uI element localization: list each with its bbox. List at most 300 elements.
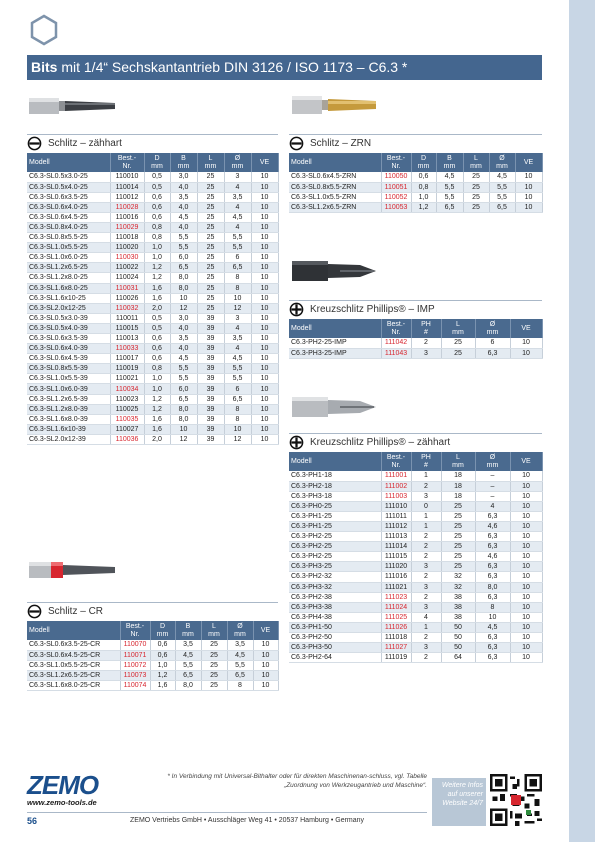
table-row[interactable] (27, 212, 278, 222)
table-row[interactable] (289, 582, 542, 592)
order-number-cell[interactable]: 110019 (110, 364, 144, 374)
value-cell: 25 (463, 192, 489, 202)
value-cell: 25 (197, 202, 224, 212)
value-cell: 4,5 (170, 212, 197, 222)
value-cell: 10 (515, 182, 542, 192)
order-number-cell[interactable]: 111027 (381, 643, 411, 653)
table-row[interactable] (27, 394, 278, 404)
value-cell: 3,0 (170, 313, 197, 323)
title-bold: Bits (31, 59, 58, 75)
order-number-cell[interactable]: 110027 (110, 424, 144, 434)
value-cell: 1,2 (150, 670, 175, 680)
table-slot-cr (27, 621, 279, 691)
order-number-cell[interactable]: 111042 (381, 338, 411, 348)
order-number-cell[interactable]: 110018 (110, 233, 144, 243)
order-number-cell[interactable]: 110030 (110, 253, 144, 263)
table-row[interactable] (27, 354, 278, 364)
value-cell: 10 (515, 192, 542, 202)
order-number-cell[interactable]: 110031 (110, 283, 144, 293)
value-cell: 10 (510, 592, 542, 602)
table-row[interactable] (27, 384, 278, 394)
order-number-cell[interactable]: 110023 (110, 394, 144, 404)
table-row[interactable] (27, 263, 278, 273)
order-number-cell[interactable]: 110025 (110, 404, 144, 414)
value-cell: 5,5 (170, 243, 197, 253)
column-header: D mm (144, 153, 170, 172)
value-cell: 0,5 (144, 172, 170, 182)
order-number-cell[interactable]: 110053 (381, 202, 411, 212)
value-cell: 10 (251, 283, 278, 293)
value-cell: 32 (441, 582, 475, 592)
value-cell: 6,5 (170, 394, 197, 404)
value-cell: 3 (411, 643, 441, 653)
value-cell: 4 (224, 323, 251, 333)
model-cell: C6.3-SL1.6x8.0-25 (27, 283, 110, 293)
table-row[interactable] (289, 481, 542, 491)
value-cell: 39 (197, 344, 224, 354)
table-header-row (27, 621, 278, 640)
table-row[interactable] (27, 640, 278, 650)
value-cell: 4,0 (170, 344, 197, 354)
order-number-cell[interactable]: 110036 (110, 434, 144, 444)
table-row[interactable] (27, 414, 278, 424)
order-number-cell[interactable]: 110013 (110, 334, 144, 344)
table-row[interactable] (27, 283, 278, 293)
value-cell: 6,3 (475, 348, 510, 358)
table-row[interactable] (27, 344, 278, 354)
value-cell: 3,5 (170, 192, 197, 202)
model-cell: C6.3-SL0.6x4.5-25-CR (27, 650, 120, 660)
value-cell: 8,0 (170, 283, 197, 293)
model-cell: C6.3-PH3-50 (289, 643, 381, 653)
column-header: PH # (411, 319, 441, 338)
table-row[interactable] (27, 404, 278, 414)
table-header-row (27, 153, 278, 172)
order-number-cell[interactable]: 110033 (110, 344, 144, 354)
value-cell: 10 (510, 552, 542, 562)
title-rest: mit 1/4“ Sechskantantrieb DIN 3126 / ISO 1173 – C6.3 * (57, 59, 408, 75)
column-header: L mm (201, 621, 227, 640)
value-cell: 6,3 (475, 542, 510, 552)
table-row[interactable] (27, 660, 278, 670)
model-cell: C6.3-SL0.5x3.0-39 (27, 313, 110, 323)
value-cell: 0,8 (144, 364, 170, 374)
order-number-cell[interactable]: 111015 (381, 552, 411, 562)
value-cell: 10 (251, 414, 278, 424)
value-cell: 0,6 (144, 344, 170, 354)
value-cell: 10 (510, 602, 542, 612)
order-number-cell[interactable]: 110028 (110, 202, 144, 212)
value-cell: 6,5 (175, 670, 201, 680)
model-cell: C6.3-PH2-25-IMP (289, 338, 381, 348)
value-cell: 4,5 (224, 354, 251, 364)
order-number-cell[interactable]: 110024 (110, 273, 144, 283)
value-cell: 2,0 (144, 303, 170, 313)
model-cell: C6.3-PH2-25 (289, 542, 381, 552)
table-row[interactable] (289, 562, 542, 572)
value-cell: 4,5 (224, 212, 251, 222)
value-cell: 3 (411, 491, 441, 501)
model-cell: C6.3-SL0.8x5.5-39 (27, 364, 110, 374)
value-cell: 2 (411, 481, 441, 491)
value-cell: 1,2 (144, 263, 170, 273)
slotted-screw-icon (289, 136, 304, 151)
value-cell: 10 (510, 501, 542, 511)
model-cell: C6.3-SL0.6x3.5-25 (27, 192, 110, 202)
table-row[interactable] (27, 334, 278, 344)
order-number-cell[interactable]: 111021 (381, 582, 411, 592)
order-number-cell[interactable]: 110014 (110, 182, 144, 192)
order-number-cell[interactable]: 111011 (381, 511, 411, 521)
order-number-cell[interactable]: 110010 (110, 172, 144, 182)
value-cell: 5,5 (489, 182, 515, 192)
table-row[interactable] (289, 612, 542, 622)
qr-code-icon[interactable] (490, 774, 542, 826)
value-cell: 4 (224, 222, 251, 232)
column-header: Best.- Nr. (381, 319, 411, 338)
value-cell: 1,2 (144, 404, 170, 414)
order-number-cell[interactable]: 111020 (381, 562, 411, 572)
value-cell: 39 (197, 414, 224, 424)
order-number-cell[interactable]: 110072 (120, 660, 150, 670)
model-cell: C6.3-SL1.6x10-39 (27, 424, 110, 434)
model-cell: C6.3-PH3-25 (289, 562, 381, 572)
value-cell: 25 (201, 660, 227, 670)
model-cell: C6.3-SL0.6x4.0-39 (27, 344, 110, 354)
order-number-cell[interactable]: 110011 (110, 313, 144, 323)
value-cell: 39 (197, 334, 224, 344)
order-number-cell[interactable]: 110029 (110, 222, 144, 232)
table-row[interactable] (27, 222, 278, 232)
order-number-cell[interactable]: 111023 (381, 592, 411, 602)
value-cell: 25 (201, 640, 227, 650)
logo-text: ZEMO (27, 770, 99, 800)
table-row[interactable] (27, 182, 278, 192)
model-cell: C6.3-PH2-32 (289, 572, 381, 582)
order-number-cell[interactable]: 111013 (381, 532, 411, 542)
model-cell: C6.3-PH3-25-IMP (289, 348, 381, 358)
table-row[interactable] (27, 364, 278, 374)
order-number-cell[interactable]: 110017 (110, 354, 144, 364)
model-cell: C6.3-SL0.6x4.5-39 (27, 354, 110, 364)
table-row[interactable] (289, 633, 542, 643)
table-row[interactable] (289, 192, 542, 202)
value-cell: 25 (441, 532, 475, 542)
model-cell: C6.3-SL1.0x5.5-25 (27, 243, 110, 253)
table-row[interactable] (27, 172, 278, 182)
value-cell: 25 (197, 212, 224, 222)
value-cell: 10 (251, 334, 278, 344)
table-row[interactable] (27, 192, 278, 202)
order-number-cell[interactable]: 111043 (381, 348, 411, 358)
model-cell: C6.3-SL0.5x4.0-39 (27, 323, 110, 333)
value-cell: 25 (197, 192, 224, 202)
table-row[interactable] (289, 511, 542, 521)
value-cell: 25 (441, 562, 475, 572)
value-cell: – (475, 491, 510, 501)
table-row[interactable] (27, 434, 278, 444)
table-row[interactable] (289, 552, 542, 562)
order-number-cell[interactable]: 111002 (381, 481, 411, 491)
value-cell: 6,3 (475, 511, 510, 521)
value-cell: 2 (411, 572, 441, 582)
value-cell: 5,5 (224, 374, 251, 384)
table-row[interactable] (289, 471, 542, 481)
order-number-cell[interactable]: 111026 (381, 622, 411, 632)
value-cell: 4 (224, 344, 251, 354)
table-row[interactable] (289, 532, 542, 542)
section-title-slot-tough (27, 134, 278, 152)
order-number-cell[interactable]: 111018 (381, 633, 411, 643)
model-cell: C6.3-SL1.2x8.0-25 (27, 273, 110, 283)
model-cell: C6.3-PH1-25 (289, 511, 381, 521)
value-cell: 8 (475, 602, 510, 612)
order-number-cell[interactable]: 110050 (381, 172, 411, 182)
value-cell: 1,0 (144, 243, 170, 253)
value-cell: 25 (197, 253, 224, 263)
table-row[interactable] (27, 313, 278, 323)
value-cell: 25 (197, 293, 224, 303)
model-cell: C6.3-SL2.0x12-25 (27, 303, 110, 313)
table-row[interactable] (27, 253, 278, 263)
order-number-cell[interactable]: 110026 (110, 293, 144, 303)
value-cell: 25 (197, 303, 224, 313)
slotted-bit-image (27, 92, 119, 120)
section-title: Schlitz – CR (48, 606, 104, 617)
order-number-cell[interactable]: 110073 (120, 670, 150, 680)
value-cell: 0,5 (144, 323, 170, 333)
order-number-cell[interactable]: 111012 (381, 521, 411, 531)
order-number-cell[interactable]: 110034 (110, 384, 144, 394)
value-cell: 12 (170, 434, 197, 444)
table-row[interactable] (289, 491, 542, 501)
section-title: Kreuzschlitz Phillips® – IMP (310, 304, 435, 315)
order-number-cell[interactable]: 111016 (381, 572, 411, 582)
value-cell: 25 (441, 338, 475, 348)
model-cell: C6.3-SL1.2x6.5-ZRN (289, 202, 381, 212)
value-cell: 8 (224, 273, 251, 283)
column-header: L mm (441, 452, 475, 471)
value-cell: 3 (224, 172, 251, 182)
table-row[interactable] (27, 650, 278, 660)
order-number-cell[interactable]: 111024 (381, 602, 411, 612)
value-cell: 10 (251, 182, 278, 192)
value-cell: 3 (411, 602, 441, 612)
table-row[interactable] (289, 501, 542, 511)
value-cell: 10 (475, 612, 510, 622)
value-cell: 10 (510, 653, 542, 663)
column-header: Ø mm (475, 452, 510, 471)
value-cell: 64 (441, 653, 475, 663)
value-cell: 0,6 (144, 212, 170, 222)
order-number-cell[interactable]: 110020 (110, 243, 144, 253)
footnote: * In Verbindung mit Universal-Bithalter oder für direkten Maschinenan-schluss, vgl. Tabelle „Zuordnung von Werkzeugantrieb und Maschine“. (167, 773, 427, 789)
slotted-cr-bit-image (27, 556, 119, 584)
website-url[interactable]: www.zemo-tools.de (27, 798, 97, 807)
value-cell: 10 (251, 303, 278, 313)
value-cell: 2 (411, 542, 441, 552)
table-row[interactable] (289, 643, 542, 653)
order-number-cell[interactable]: 111010 (381, 501, 411, 511)
value-cell: 5,5 (436, 192, 463, 202)
order-number-cell[interactable]: 110021 (110, 374, 144, 384)
value-cell: 2 (411, 633, 441, 643)
column-header: D mm (150, 621, 175, 640)
value-cell: 10 (251, 233, 278, 243)
value-cell: 10 (251, 253, 278, 263)
section-title-slot-zrn (289, 134, 542, 152)
section-title: Schlitz – zähhart (48, 138, 122, 149)
order-number-cell[interactable]: 110035 (110, 414, 144, 424)
table-row[interactable] (27, 374, 278, 384)
column-header: Modell (289, 319, 381, 338)
value-cell: 50 (441, 633, 475, 643)
table-row[interactable] (289, 602, 542, 612)
order-number-cell[interactable]: 110032 (110, 303, 144, 313)
value-cell: 6,3 (475, 633, 510, 643)
order-number-cell[interactable]: 110052 (381, 192, 411, 202)
value-cell: 10 (510, 582, 542, 592)
value-cell: 10 (251, 263, 278, 273)
table-row[interactable] (27, 243, 278, 253)
model-cell: C6.3-SL0.6x4.5-ZRN (289, 172, 381, 182)
value-cell: 10 (515, 172, 542, 182)
value-cell: 10 (251, 424, 278, 434)
table-row[interactable] (27, 323, 278, 333)
table-row[interactable] (27, 202, 278, 212)
value-cell: 1,2 (144, 394, 170, 404)
table-slot-zrn (289, 153, 543, 213)
value-cell: 25 (201, 680, 227, 690)
value-cell: 4,5 (170, 354, 197, 364)
table-row[interactable] (27, 680, 278, 690)
table-row[interactable] (27, 424, 278, 434)
value-cell: 4,0 (170, 222, 197, 232)
value-cell: 0,6 (411, 172, 436, 182)
phillips-bit-image (290, 392, 380, 422)
value-cell: 10 (251, 313, 278, 323)
column-header: VE (515, 153, 542, 172)
order-number-cell[interactable]: 111014 (381, 542, 411, 552)
value-cell: 25 (441, 348, 475, 358)
table-row[interactable] (289, 338, 542, 348)
table-header-row (289, 319, 542, 338)
column-header: Modell (27, 621, 120, 640)
table-row[interactable] (289, 202, 542, 212)
order-number-cell[interactable]: 111001 (381, 471, 411, 481)
order-number-cell[interactable]: 110071 (120, 650, 150, 660)
model-cell: C6.3-SL1.2x6.5-39 (27, 394, 110, 404)
value-cell: 10 (510, 338, 542, 348)
value-cell: 39 (197, 313, 224, 323)
table-row[interactable] (289, 542, 542, 552)
value-cell: 25 (463, 182, 489, 192)
model-cell: C6.3-SL0.5x3.0-25 (27, 172, 110, 182)
value-cell: 39 (197, 384, 224, 394)
zemo-logo[interactable] (27, 772, 98, 807)
section-title: Schlitz – ZRN (310, 138, 372, 149)
column-header: B mm (436, 153, 463, 172)
model-cell: C6.3-SL0.6x4.5-25 (27, 212, 110, 222)
table-row[interactable] (27, 303, 278, 313)
table-row[interactable] (27, 293, 278, 303)
value-cell: 10 (253, 650, 278, 660)
order-number-cell[interactable]: 111019 (381, 653, 411, 663)
value-cell: 25 (197, 283, 224, 293)
order-number-cell[interactable]: 110051 (381, 182, 411, 192)
value-cell: 1,6 (144, 424, 170, 434)
order-number-cell[interactable]: 110012 (110, 192, 144, 202)
value-cell: 25 (197, 222, 224, 232)
value-cell: 4,6 (475, 521, 510, 531)
value-cell: 12 (224, 303, 251, 313)
value-cell: 3,5 (224, 334, 251, 344)
value-cell: 6,0 (170, 253, 197, 263)
value-cell: 6 (224, 384, 251, 394)
column-header: VE (510, 319, 542, 338)
table-slot-tough (27, 153, 279, 445)
model-cell: C6.3-PH2-50 (289, 633, 381, 643)
order-number-cell[interactable]: 110070 (120, 640, 150, 650)
value-cell: 4,0 (170, 202, 197, 212)
table-row[interactable] (27, 273, 278, 283)
order-number-cell[interactable]: 110016 (110, 212, 144, 222)
value-cell: – (475, 471, 510, 481)
value-cell: 6,3 (475, 643, 510, 653)
value-cell: 1,6 (144, 414, 170, 424)
value-cell: 4,5 (475, 622, 510, 632)
table-row[interactable] (289, 592, 542, 602)
order-number-cell[interactable]: 111025 (381, 612, 411, 622)
table-row[interactable] (289, 172, 542, 182)
column-header: Modell (289, 153, 381, 172)
table-row[interactable] (289, 572, 542, 582)
value-cell: 25 (441, 511, 475, 521)
table-row[interactable] (289, 521, 542, 531)
table-row[interactable] (289, 348, 542, 358)
value-cell: 38 (441, 612, 475, 622)
value-cell: 10 (510, 471, 542, 481)
value-cell: 38 (441, 602, 475, 612)
model-cell: C6.3-PH2-25 (289, 552, 381, 562)
table-row[interactable] (27, 233, 278, 243)
value-cell: 8,0 (170, 414, 197, 424)
order-number-cell[interactable]: 110015 (110, 323, 144, 333)
column-header: Best.- Nr. (110, 153, 144, 172)
value-cell: 10 (251, 273, 278, 283)
column-header: Ø mm (227, 621, 253, 640)
order-number-cell[interactable]: 111003 (381, 491, 411, 501)
value-cell: 4 (224, 182, 251, 192)
value-cell: 10 (510, 511, 542, 521)
model-cell: C6.3-PH2-18 (289, 481, 381, 491)
order-number-cell[interactable]: 110022 (110, 263, 144, 273)
value-cell: 25 (441, 542, 475, 552)
order-number-cell[interactable]: 110074 (120, 680, 150, 690)
value-cell: 2,0 (144, 434, 170, 444)
value-cell: 10 (170, 293, 197, 303)
table-ph-imp (289, 319, 543, 359)
table-row[interactable] (289, 653, 542, 663)
table-row[interactable] (289, 622, 542, 632)
value-cell: 10 (515, 202, 542, 212)
value-cell: 0,6 (150, 640, 175, 650)
value-cell: 4,5 (227, 650, 253, 660)
table-row[interactable] (289, 182, 542, 192)
slotted-zrn-bit-image (290, 90, 380, 120)
table-row[interactable] (27, 670, 278, 680)
value-cell: 1 (411, 521, 441, 531)
